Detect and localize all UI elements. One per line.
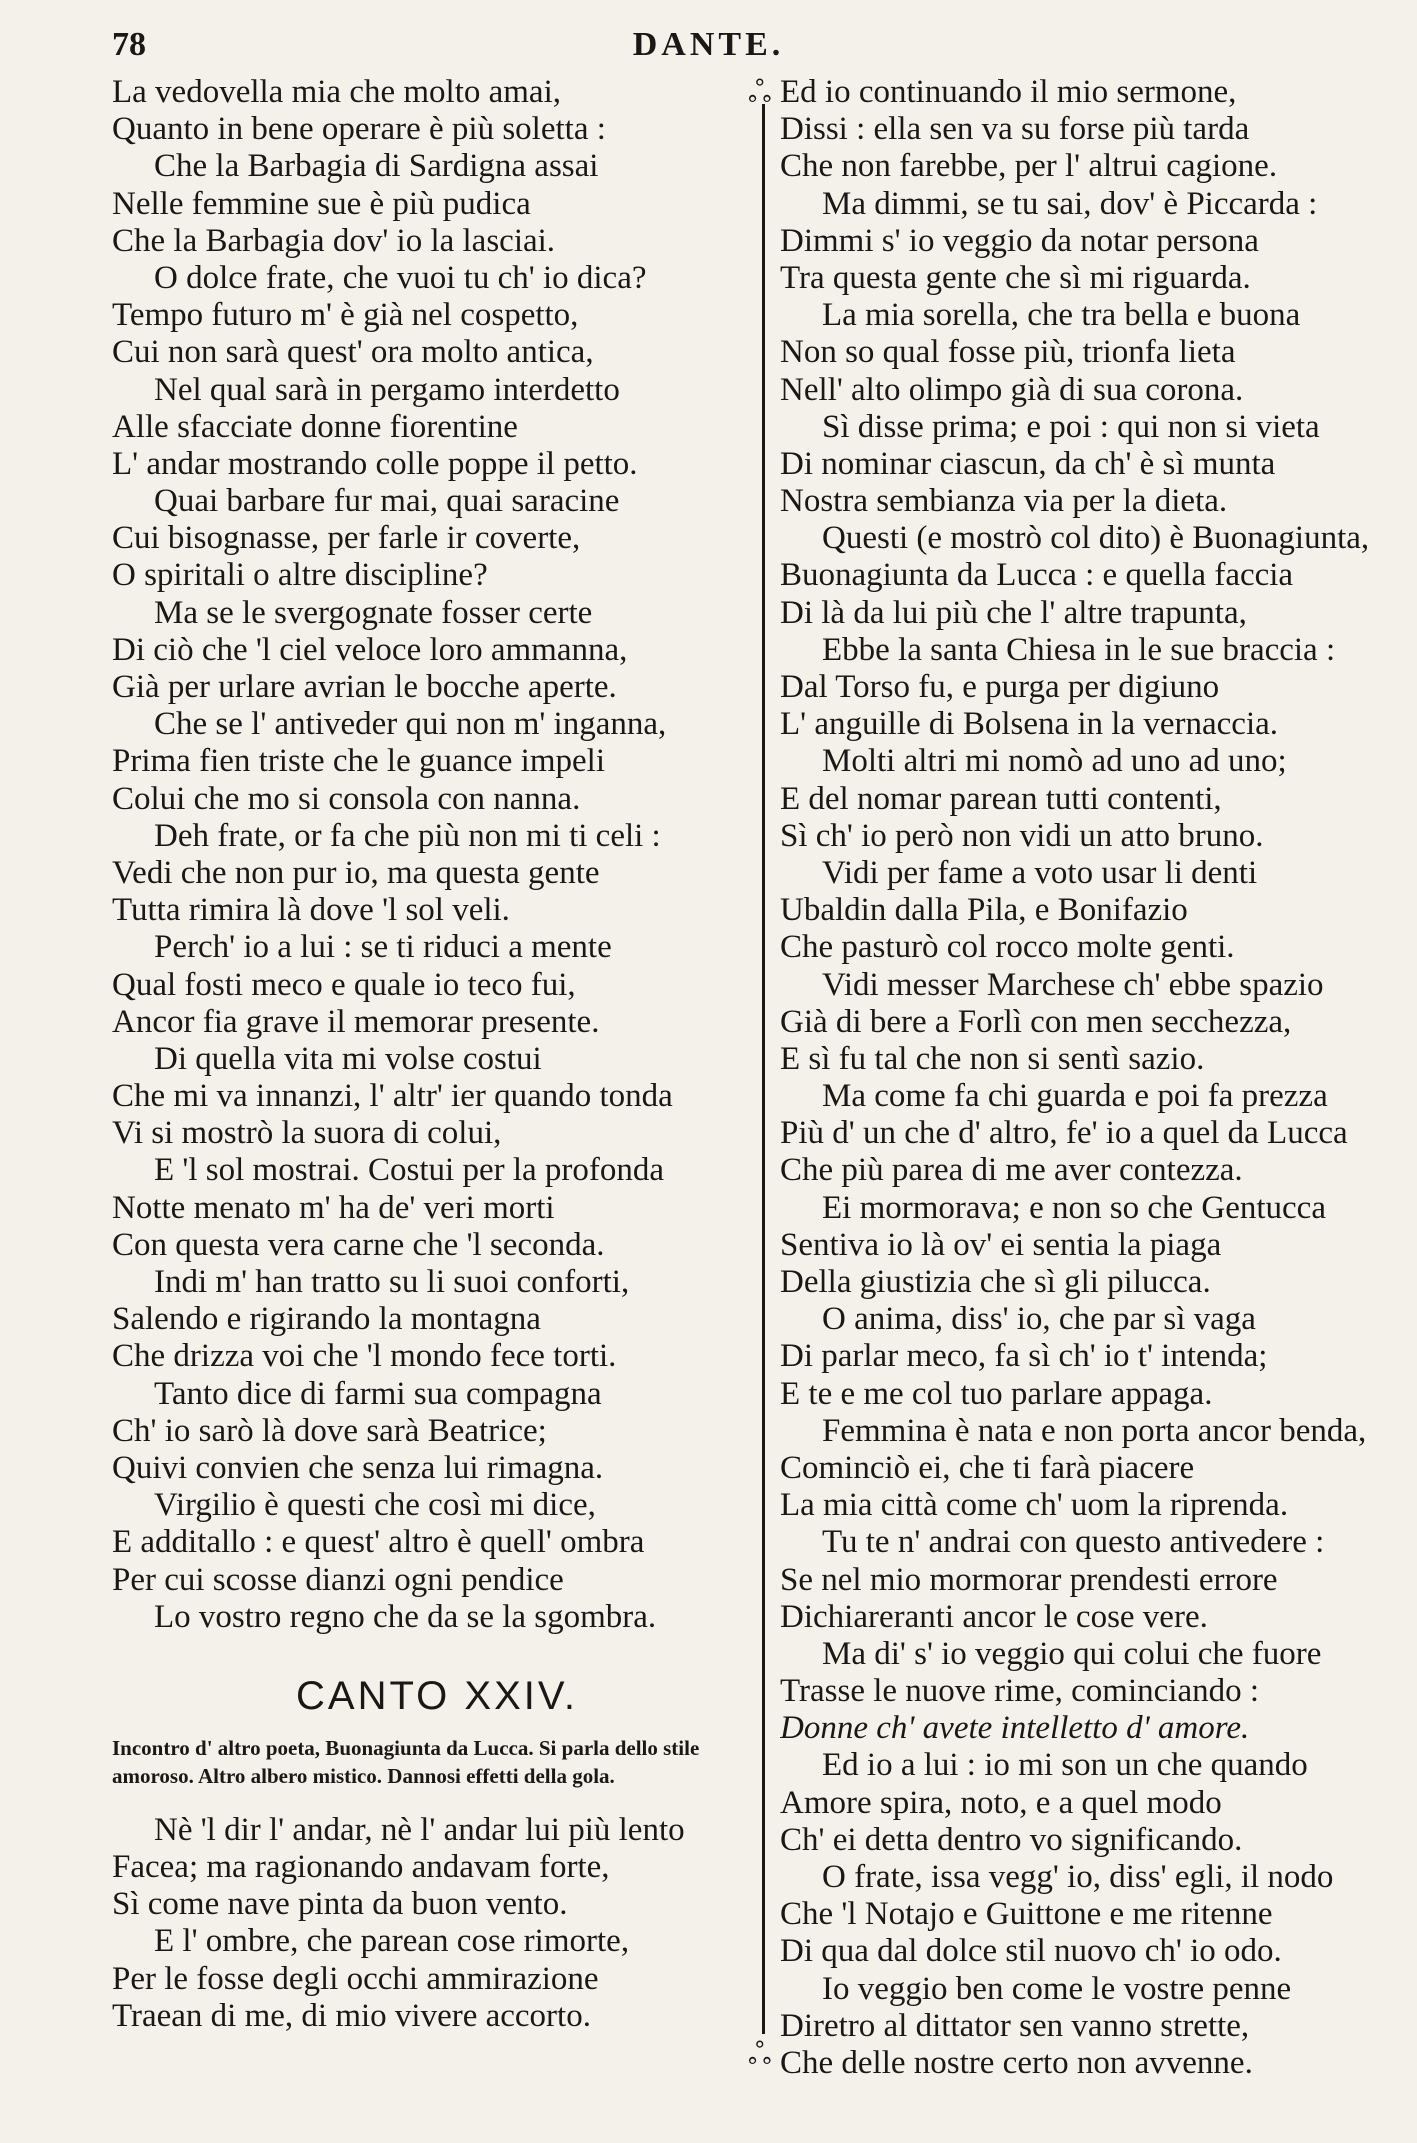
verse-line: Sì come nave pinta da buon vento.: [112, 1886, 568, 1923]
verse-line: Vidi per fame a voto usar li denti: [822, 854, 1258, 891]
verse-line: Nelle femmine sue è più pudica: [112, 185, 531, 222]
ornament-top-icon: ஃ: [748, 75, 772, 110]
verse-line: La mia sorella, che tra bella e buona: [822, 297, 1301, 334]
verse-line: La mia città come ch' uom la riprenda.: [780, 1487, 1289, 1524]
verse-line: Di là da lui più che l' altre trapunta,: [780, 594, 1247, 631]
page-header: [0, 18, 1417, 68]
column-divider: [762, 104, 765, 2034]
verse-line: Ed io a lui : io mi son un che quando: [822, 1747, 1308, 1784]
verse-line: Per le fosse degli occhi ammirazione: [112, 1960, 599, 1997]
verse-line: Di nominar ciascun, da ch' è sì munta: [780, 445, 1276, 482]
verse-line: Vidi messer Marchese ch' ebbe spazio: [822, 966, 1324, 1003]
verse-line: Dal Torso fu, e purga per digiuno: [780, 669, 1220, 705]
verse-line: E te e me col tuo parlare appaga.: [780, 1375, 1213, 1412]
verse-line: E sì fu tal che non si sentì sazio.: [780, 1040, 1205, 1077]
verse-line: Ei mormorava; e non so che Gentucca: [822, 1189, 1326, 1226]
verse-line: O anima, diss' io, che par sì vaga: [822, 1301, 1256, 1338]
verse-line: Ch' ei detta dentro vo significando.: [780, 1821, 1243, 1858]
verse-line: Che più parea di me aver contezza.: [780, 1152, 1243, 1189]
ornament-bottom-icon: ஃ: [748, 2037, 772, 2072]
running-title: DANTE.: [632, 26, 785, 63]
verse-line: Cominciò ei, che ti farà piacere: [780, 1449, 1195, 1486]
verse-line: Dimmi s' io veggio da notar persona: [780, 222, 1259, 259]
verse-line: Facea; ma ragionando andavam forte,: [112, 1849, 610, 1886]
verse-line: Dissi : ella sen va su forse più tarda: [780, 111, 1250, 148]
verse-line: Ebbe la santa Chiesa in le sue braccia :: [822, 631, 1336, 668]
verse-block-right: [780, 74, 1410, 2082]
verse-line: La vedovella mia che molto amai,: [112, 74, 561, 110]
page-number: 78: [112, 26, 146, 63]
verse-line: Ubaldin dalla Pila, e Bonifazio: [780, 892, 1188, 929]
verse-line: Lo vostro regno che da se la sgombra.: [154, 1598, 657, 1635]
verse-line: Non so qual fosse più, trionfa lieta: [780, 334, 1236, 371]
verse-line: Io veggio ben come le vostre penne: [822, 1970, 1292, 2007]
verse-line: Di quella vita mi volse costui: [154, 1040, 542, 1077]
left-column: [112, 74, 762, 2035]
verse-line: L' andar mostrando colle poppe il petto.: [112, 445, 638, 482]
verse-line: Già per urlare avrian le bocche aperte.: [112, 669, 617, 705]
verse-line: Questi (e mostrò col dito) è Buonagiunta,: [822, 520, 1370, 557]
verse-line: Cui bisognasse, per farle ir coverte,: [112, 520, 581, 557]
verse-line: Ma dimmi, se tu sai, dov' è Piccarda :: [822, 185, 1318, 222]
right-column: [780, 74, 1410, 2082]
verse-line: Nel qual sarà in pergamo interdetto: [154, 371, 620, 408]
verse-line: Ma come fa chi guarda e poi fa prezza: [822, 1078, 1328, 1115]
verse-block-canto-xxiii: [112, 74, 762, 1636]
verse-line: Alle sfacciate donne fiorentine: [112, 408, 518, 445]
verse-line: Dichiareranti ancor le cose vere.: [780, 1598, 1208, 1635]
verse-line: Cui non sarà quest' ora molto antica,: [112, 334, 594, 371]
verse-line: Ancor fia grave il memorar presente.: [112, 1003, 600, 1040]
verse-line: Per cui scosse dianzi ogni pendice: [112, 1561, 564, 1598]
verse-line: Diretro al dittator sen vanno strette,: [780, 2007, 1250, 2044]
verse-line: Perch' io a lui : se ti riduci a mente: [154, 929, 612, 966]
verse-line: Che la Barbagia dov' io la lasciai.: [112, 222, 556, 259]
verse-line: Vi si mostrò la suora di colui,: [112, 1115, 502, 1152]
verse-line: Amore spira, noto, e a quel modo: [780, 1784, 1222, 1821]
verse-line: Quanto in bene operare è più soletta :: [112, 111, 606, 148]
canto-title: CANTO XXIV.: [296, 1673, 578, 1718]
verse-line: E additallo : e quest' altro è quell' ombra: [112, 1524, 645, 1561]
verse-line: Nostra sembianza via per la dieta.: [780, 483, 1228, 520]
verse-line: Ma di' s' io veggio qui colui che fuore: [822, 1635, 1322, 1672]
verse-line: Ma se le svergognate fosser certe: [154, 594, 593, 631]
verse-line: Che 'l Notajo e Guittone e me ritenne: [780, 1896, 1273, 1933]
verse-line: Tra questa gente che sì mi riguarda.: [780, 259, 1251, 296]
verse-line: Di parlar meco, fa sì ch' io t' intenda;: [780, 1338, 1268, 1375]
verse-line: E del nomar parean tutti contenti,: [780, 780, 1222, 817]
verse-line: Tutta rimira là dove 'l sol veli.: [112, 892, 510, 929]
canto-argument: Incontro d' altro poeta, Buonagiunta da Lucca. Si parla dello stile amoroso. Altro albero mistico. Dannosi effetti della gola.: [112, 1735, 700, 1788]
verse-line: Salendo e rigirando la montagna: [112, 1301, 541, 1338]
verse-line: Molti altri mi nomò ad uno ad uno;: [822, 743, 1287, 780]
verse-line: Già di bere a Forlì con men secchezza,: [780, 1003, 1292, 1040]
verse-line: Ch' io sarò là dove sarà Beatrice;: [112, 1412, 547, 1449]
verse-line: Che se l' antiveder qui non m' inganna,: [154, 706, 667, 743]
verse-line: Che drizza voi che 'l mondo fece torti.: [112, 1338, 617, 1375]
verse-line: Donne ch' avete intelletto d' amore.: [780, 1710, 1250, 1747]
verse-line: Tanto dice di farmi sua compagna: [154, 1375, 602, 1412]
verse-line: Ed io continuando il mio sermone,: [780, 74, 1237, 110]
verse-line: Quivi convien che senza lui rimagna.: [112, 1449, 604, 1486]
verse-line: Tu te n' andrai con questo antivedere :: [822, 1524, 1325, 1561]
verse-line: Notte menato m' ha de' veri morti: [112, 1189, 555, 1226]
verse-line: O frate, issa vegg' io, diss' egli, il nodo: [822, 1859, 1334, 1895]
verse-line: Nell' alto olimpo già di sua corona.: [780, 371, 1244, 408]
verse-line: Virgilio è questi che così mi dice,: [154, 1487, 596, 1524]
verse-line: Che la Barbagia di Sardigna assai: [154, 148, 599, 185]
verse-line: Di qua dal dolce stil nuovo ch' io odo.: [780, 1933, 1282, 1970]
verse-line: Se nel mio mormorar prendesti errore: [780, 1561, 1278, 1598]
verse-line: Sì disse prima; e poi : qui non si vieta: [822, 408, 1320, 445]
verse-line: Trasse le nuove rime, cominciando :: [780, 1673, 1260, 1710]
verse-line: Nè 'l dir l' andar, nè l' andar lui più lento: [154, 1811, 685, 1848]
verse-line: E 'l sol mostrai. Costui per la profonda: [154, 1152, 665, 1189]
verse-line: Femmina è nata e non porta ancor benda,: [822, 1412, 1367, 1449]
verse-line: L' anguille di Bolsena in la vernaccia.: [780, 706, 1279, 743]
verse-line: Che mi va innanzi, l' altr' ier quando tonda: [112, 1078, 673, 1115]
verse-line: Sentiva io là ov' ei sentia la piaga: [780, 1226, 1222, 1263]
verse-line: Indi m' han tratto su li suoi conforti,: [154, 1264, 630, 1300]
verse-line: Qual fosti meco e quale io teco fui,: [112, 966, 576, 1003]
verse-line: Colui che mo si consola con nanna.: [112, 780, 581, 817]
verse-line: Che pasturò col rocco molte genti.: [780, 929, 1235, 966]
verse-line: Quai barbare fur mai, quai saracine: [154, 483, 620, 520]
verse-line: O dolce frate, che vuoi tu ch' io dica?: [154, 259, 647, 296]
verse-line: Che non farebbe, per l' altrui cagione.: [780, 148, 1278, 185]
verse-line: Vedi che non pur io, ma questa gente: [112, 854, 600, 891]
verse-line: Prima fien triste che le guance impeli: [112, 743, 605, 780]
verse-line: Più d' un che d' altro, fe' io a quel da Lucca: [780, 1115, 1348, 1152]
verse-line: Di ciò che 'l ciel veloce loro ammanna,: [112, 631, 628, 668]
verse-line: Della giustizia che sì gli pilucca.: [780, 1264, 1211, 1300]
verse-line: E l' ombre, che parean cose rimorte,: [154, 1923, 630, 1960]
verse-line: Che delle nostre certo non avvenne.: [780, 2044, 1253, 2081]
verse-line: Traean di me, di mio vivere accorto.: [112, 1997, 591, 2034]
verse-line: Sì ch' io però non vidi un atto bruno.: [780, 817, 1264, 854]
verse-line: Con questa vera carne che 'l seconda.: [112, 1226, 605, 1263]
verse-line: Tempo futuro m' è già nel cospetto,: [112, 297, 579, 334]
verse-line: Buonagiunta da Lucca : e quella faccia: [780, 557, 1294, 594]
verse-block-canto-xxiv: [112, 1812, 762, 2035]
verse-line: Deh frate, or fa che più non mi ti celi :: [154, 817, 661, 854]
verse-line: O spiritali o altre discipline?: [112, 557, 488, 594]
